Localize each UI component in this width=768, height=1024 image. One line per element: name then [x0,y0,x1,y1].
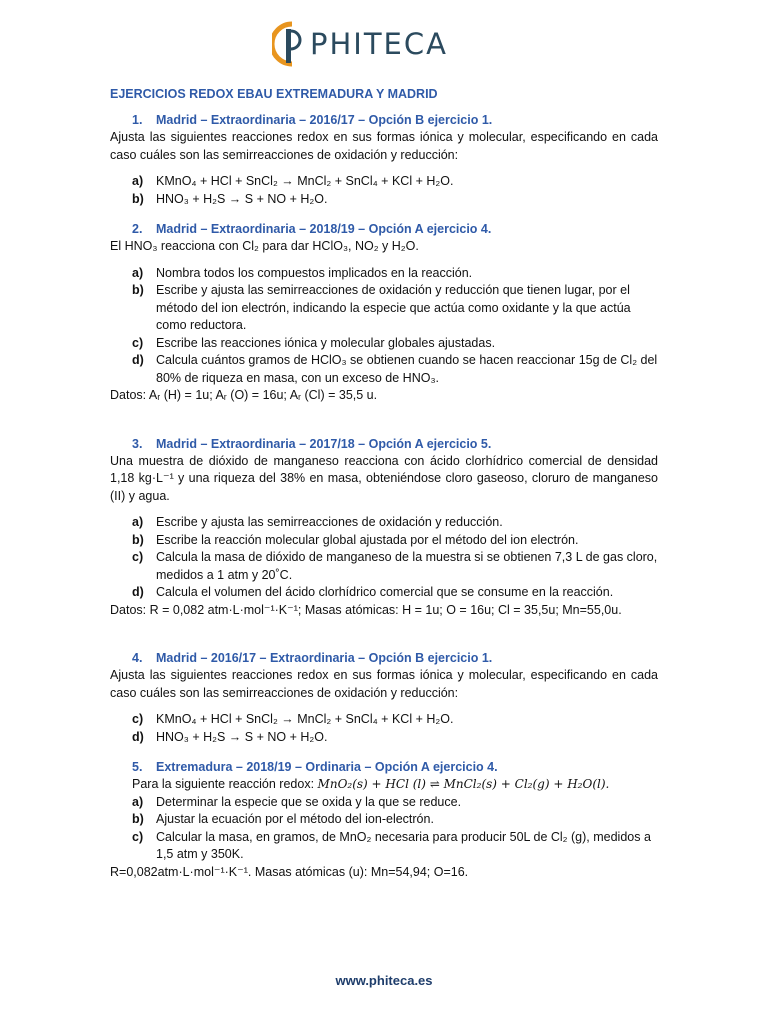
document-body [110,86,658,881]
exercise-statement: Para la siguiente reacción redox: MnO₂(s) + HCl (l) ⇌ MnCl₂(s) + Cl₂(g) + H₂O(l). [132,777,610,791]
reaction-equation: MnO₂(s) + HCl (l) ⇌ MnCl₂(s) + Cl₂(g) + H₂O(l). [317,777,610,791]
question-list [110,794,658,864]
question-list [110,711,658,746]
list-item: a) Escribe y ajusta las semirreacciones de oxidación y reducción. [132,515,503,529]
list-item: d) Calcula el volumen del ácido clorhídrico comercial que se consume en la reacción. [132,585,614,599]
exercise-1 [110,112,658,208]
page-title: EJERCICIOS REDOX EBAU EXTREMADURA Y MADRID [110,87,438,101]
exercise-statement: El HNO₃ reacciona con Cl₂ para dar HClO₃, NO₂ y H₂O. [110,239,419,253]
exercise-statement: Una muestra de dióxido de manganeso reacciona con ácido clorhídrico comercial de densidad 1,18 kg·L⁻¹ y una riqueza del 38% en masa, obteniéndose cloro gaseoso, cloruro de manganeso (II) y agua. [110,453,658,503]
list-item: b) Escribe la reacción molecular global ajustada por el método del ion electrón. [132,532,579,547]
data-note: R=0,082atm·L·mol⁻¹·K⁻¹. Masas atómicas (u): Mn=54,94; O=16. [110,864,469,879]
question-list [110,265,658,388]
phiteca-emblem-icon [272,21,306,67]
list-item: b) Escribe y ajusta las semirreacciones de oxidación y reducción que tienen lugar, por el método del ion electrón, indicando la especie que actúa como oxidante y la que actúa como reductora. [132,283,631,332]
question-list [110,514,658,602]
exercise-heading: 3. Madrid – Extraordinaria – 2017/18 – Opción A ejercicio 5. [132,436,492,451]
list-item: c) Calcular la masa, en gramos, de MnO₂ necesaria para producir 50L de Cl₂ (g), medidos a 1,5 atm y 350K. [132,829,651,861]
footer-website: www.phiteca.es [335,973,433,988]
list-item: d) Calcula cuántos gramos de HClO₃ se obtienen cuando se hacen reaccionar 15g de Cl₂ del 80% de riqueza en masa, con un exceso de HNO₃. [132,353,658,385]
list-item: c) KMnO₄ + HCl + SnCl₂ → MnCl₂ + SnCl₄ + KCl + H₂O. [132,712,454,726]
list-item: c) Calcula la masa de dióxido de manganeso de la muestra si se obtienen 7,3 L de gas cloro, medidos a 1 atm y 20˚C. [132,550,658,582]
list-item: b) Ajustar la ecuación por el método del ion-electrón. [132,812,434,826]
brand-name: PHITECA [310,27,448,61]
question-list [110,173,658,208]
list-item: a) Determinar la especie que se oxida y la que se reduce. [132,794,462,809]
exercise-2 [110,221,658,405]
exercise-heading: 2. Madrid – Extraordinaria – 2018/19 – Opción A ejercicio 4. [132,222,492,236]
phiteca-logo [272,20,448,68]
list-item: d) HNO₃ + H₂S → S + NO + H₂O. [132,729,328,744]
list-item: c) Escribe las reacciones iónica y molecular globales ajustadas. [132,335,496,350]
data-note: Datos: R = 0,082 atm·L·mol⁻¹·K⁻¹; Masas atómicas: H = 1u; O = 16u; Cl = 35,5u; Mn=55,0u. [110,602,622,617]
list-item: b) HNO₃ + H₂S → S + NO + H₂O. [132,191,328,206]
exercise-5 [110,759,658,881]
exercise-heading: 4. Madrid – 2016/17 – Extraordinaria – Opción B ejercicio 1. [132,651,493,665]
exercise-statement: Ajusta las siguientes reacciones redox en sus formas iónica y molecular, especificando en cada caso cuáles son las semirreacciones de oxidación y reducción: [110,130,658,162]
list-item: a) KMnO₄ + HCl + SnCl₂ → MnCl₂ + SnCl₄ + KCl + H₂O. [132,174,454,188]
exercise-4 [110,650,658,746]
exercise-heading: 5. Extremadura – 2018/19 – Ordinaria – Opción A ejercicio 4. [132,760,498,774]
list-item: a) Nombra todos los compuestos implicados en la reacción. [132,265,473,280]
exercise-statement: Ajusta las siguientes reacciones redox en sus formas iónica y molecular, especificando en cada caso cuáles son las semirreacciones de oxidación y reducción: [110,668,658,700]
data-note: Datos: Aᵣ (H) = 1u; Aᵣ (O) = 16u; Aᵣ (Cl) = 35,5 u. [110,388,378,402]
exercise-3 [110,436,658,620]
exercise-heading: 1. Madrid – Extraordinaria – 2016/17 – Opción B ejercicio 1. [132,113,493,127]
